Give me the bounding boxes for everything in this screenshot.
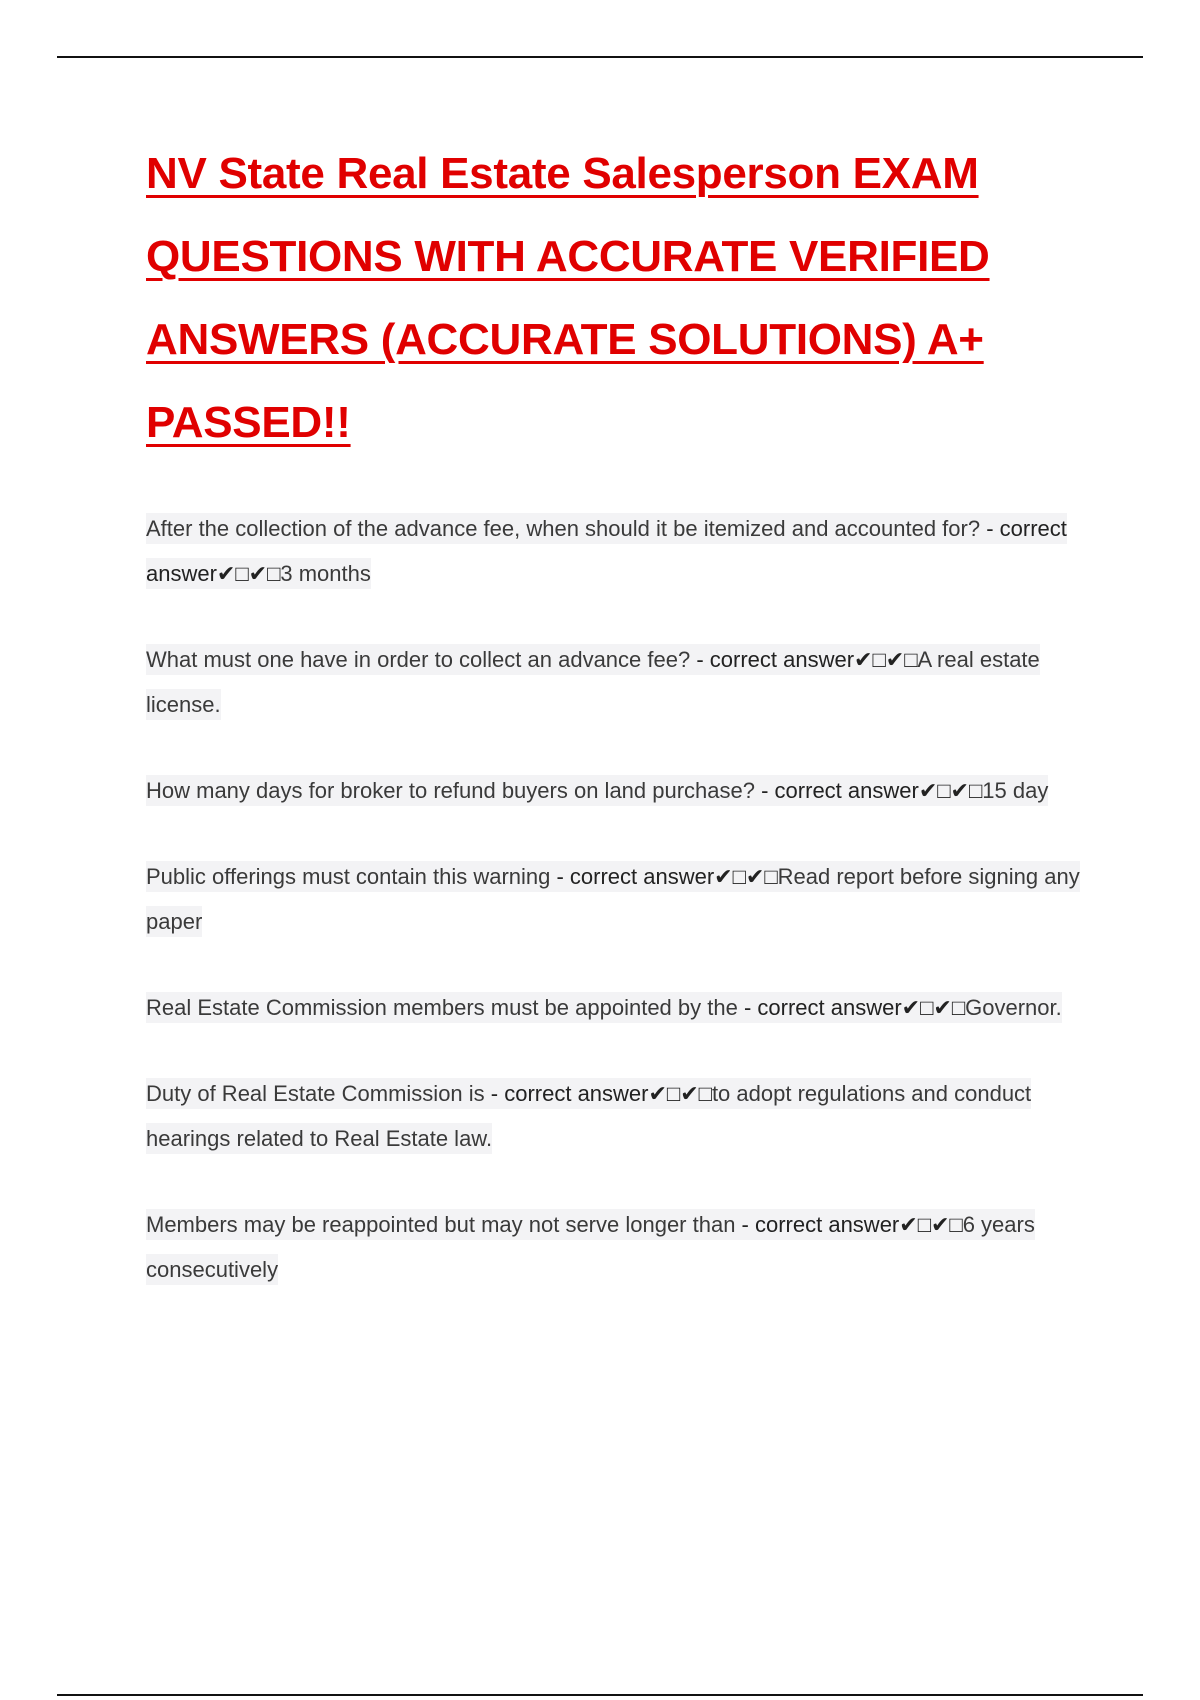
qa-item — [146, 854, 1086, 944]
question-text: Members may be reappointed but may not serve longer than — [146, 1212, 736, 1237]
answer-text: Governor. — [965, 995, 1062, 1020]
document-title: NV State Real Estate Salesperson EXAM QUESTIONS WITH ACCURATE VERIFIED ANSWERS (ACCURATE SOLUTIONS) A+ PASSED!! — [146, 149, 990, 447]
answer-text: A real estate license. — [146, 647, 1040, 717]
answer-text: to adopt regulations and conduct hearings related to Real Estate law. — [146, 1081, 1032, 1151]
question-text: Public offerings must contain this warning — [146, 864, 551, 889]
question-text: Real Estate Commission members must be appointed by the — [146, 995, 738, 1020]
answer-marker: - correct answer✔□✔□ — [735, 1212, 963, 1237]
question-text: What must one have in order to collect an advance fee? — [146, 647, 691, 672]
qa-list — [146, 506, 1086, 1292]
answer-marker: - correct answer✔□✔□ — [484, 1081, 712, 1106]
qa-item — [146, 637, 1086, 727]
question-text: Duty of Real Estate Commission is — [146, 1081, 485, 1106]
question-text: After the collection of the advance fee, when should it be itemized and accounted for? — [146, 516, 981, 541]
answer-marker: - correct answer✔□✔□ — [755, 778, 983, 803]
qa-item — [146, 768, 1086, 813]
qa-item — [146, 506, 1086, 596]
qa-item — [146, 1202, 1086, 1292]
answer-marker: - correct answer✔□✔□ — [550, 864, 778, 889]
qa-item — [146, 1071, 1086, 1161]
document-body — [146, 132, 1086, 1333]
answer-text: Read report before signing any paper — [146, 864, 1080, 934]
qa-item — [146, 985, 1086, 1030]
answer-text: 15 day — [982, 778, 1049, 803]
answer-marker: - correct answer✔□✔□ — [146, 516, 1067, 586]
answer-marker: - correct answer✔□✔□ — [690, 647, 918, 672]
answer-text: 3 months — [280, 561, 371, 586]
top-rule — [57, 56, 1143, 58]
answer-text: 6 years consecutively — [146, 1212, 1035, 1282]
bottom-rule — [57, 1694, 1143, 1696]
answer-marker: - correct answer✔□✔□ — [737, 995, 966, 1020]
question-text: How many days for broker to refund buyers on land purchase? — [146, 778, 755, 803]
